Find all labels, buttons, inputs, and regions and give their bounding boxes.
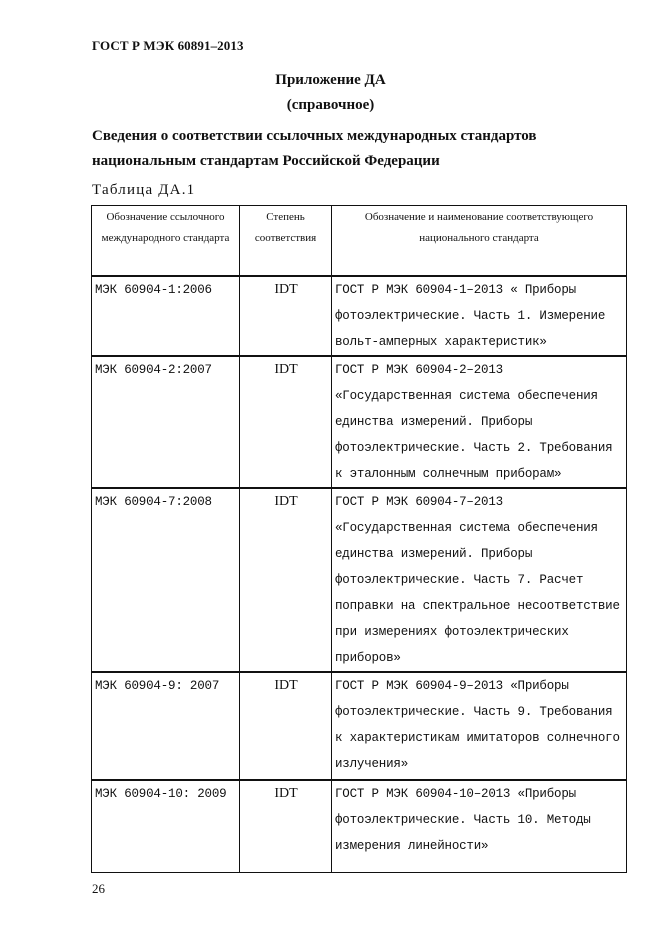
column-header-international-standard: Обозначение ссылочного международного стандарта	[92, 206, 240, 276]
national-standard-name: ГОСТ Р МЭК 60904-7–2013 «Государственная система обеспечения единства измерений. Приборы фотоэлектрические. Часть 7. Расчет поправки на спектральное несоответствие при измерениях фотоэлектрических приборов»	[332, 488, 627, 672]
appendix-subtitle: (справочное)	[286, 97, 375, 113]
document-header: ГОСТ Р МЭК 60891–2013	[92, 38, 244, 53]
international-standard-code: МЭК 60904-9: 2007	[92, 672, 240, 780]
correspondence-degree: IDT	[240, 356, 332, 488]
international-standard-code: МЭК 60904-1:2006	[92, 276, 240, 356]
table-row	[92, 276, 627, 356]
table-row	[92, 356, 627, 488]
column-header-national-standard: Обозначение и наименование соответствующего национального стандарта	[332, 206, 627, 276]
correspondence-degree: IDT	[240, 780, 332, 873]
table-row	[92, 672, 627, 780]
standards-correspondence-table	[91, 205, 627, 873]
table-header-row	[92, 206, 627, 276]
correspondence-degree: IDT	[240, 672, 332, 780]
page-number: 26	[92, 881, 105, 896]
column-header-degree: Степень соответствия	[240, 206, 332, 276]
table-row	[92, 488, 627, 672]
international-standard-code: МЭК 60904-10: 2009	[92, 780, 240, 873]
correspondence-degree: IDT	[240, 276, 332, 356]
international-standard-code: МЭК 60904-2:2007	[92, 356, 240, 488]
correspondence-degree: IDT	[240, 488, 332, 672]
national-standard-name: ГОСТ Р МЭК 60904-10–2013 «Приборы фотоэлектрические. Часть 10. Методы измерения линейности»	[332, 780, 627, 873]
national-standard-name: ГОСТ Р МЭК 60904-2–2013 «Государственная система обеспечения единства измерений. Приборы фотоэлектрические. Часть 2. Требования к эталонным солнечным приборам»	[332, 356, 627, 488]
national-standard-name: ГОСТ Р МЭК 60904-1–2013 « Приборы фотоэлектрические. Часть 1. Измерение вольт-амперных характеристик»	[332, 276, 627, 356]
international-standard-code: МЭК 60904-7:2008	[92, 488, 240, 672]
national-standard-name: ГОСТ Р МЭК 60904-9–2013 «Приборы фотоэлектрические. Часть 9. Требования к характеристикам имитаторов солнечного излучения»	[332, 672, 627, 780]
section-heading: Сведения о соответствии ссылочных международных стандартов национальным стандартам Российской Федерации	[92, 128, 537, 169]
table-row	[92, 780, 627, 873]
table-caption: Таблица ДА.1	[92, 182, 196, 198]
appendix-title: Приложение ДА	[275, 72, 386, 88]
